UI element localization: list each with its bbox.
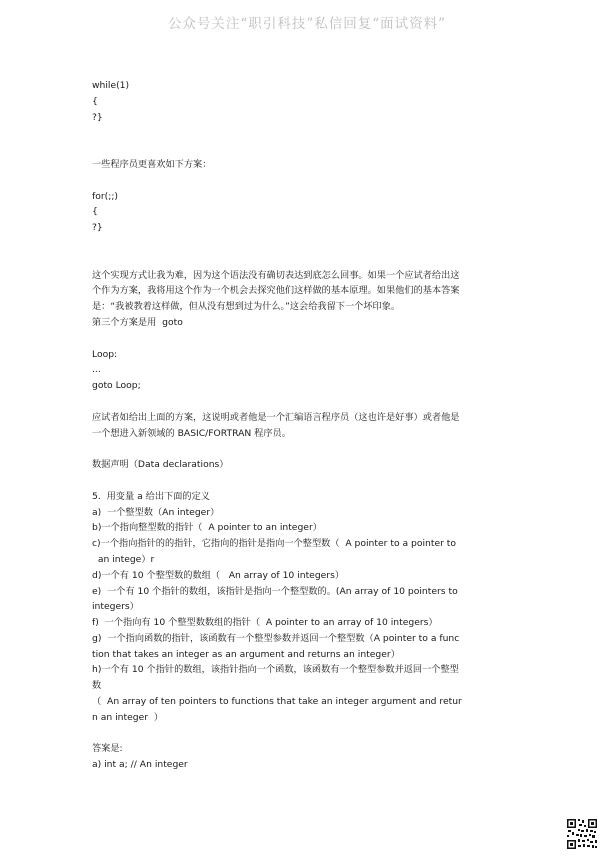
spacer bbox=[92, 173, 524, 189]
answer-line: a) int a; // An integer bbox=[92, 759, 188, 771]
answer-label: 答案是: bbox=[92, 743, 123, 755]
paragraph-line: 个作为方案，我将用这个作为一个机会去探究他们这样做的基本原理。如果他们的基本答案 bbox=[92, 285, 460, 297]
spacer bbox=[92, 236, 524, 268]
paragraph-line: 应试者如给出上面的方案，这说明或者他是一个汇编语言程序员（这也许是好事）或者他是 bbox=[92, 411, 460, 423]
code-line: Loop: bbox=[92, 348, 118, 360]
spacer bbox=[92, 441, 524, 457]
question-item: 数 bbox=[92, 680, 102, 692]
code-line: ... bbox=[92, 364, 101, 376]
question-item: a) 一个整型数（An integer） bbox=[92, 506, 220, 518]
question-item: c)一个指向指针的的指针，它指向的指针是指向一个整型数（ A pointer to a pointer to bbox=[92, 538, 457, 550]
code-line: { bbox=[92, 95, 98, 107]
paragraph-line: 这个实现方式让我为难，因为这个语法没有确切表达到底怎么回事。如果一个应试者给出这 bbox=[92, 269, 460, 281]
paragraph-line: 一个想进入新领域的 BASIC/FORTRAN 程序员。 bbox=[92, 427, 291, 439]
question-item: d)一个有 10 个整型数的数组（ An array of 10 integers） bbox=[92, 569, 345, 581]
section-heading: 数据声明（Data declarations） bbox=[92, 459, 229, 471]
qr-code-icon bbox=[566, 818, 598, 850]
question-item: n an integer ） bbox=[92, 711, 164, 723]
code-line: for(;;) bbox=[92, 190, 118, 202]
code-line: ?} bbox=[92, 222, 103, 234]
code-line: ?} bbox=[92, 111, 103, 123]
question-item: integers） bbox=[92, 601, 139, 613]
question-item: an intege）r bbox=[92, 553, 155, 565]
spacer bbox=[92, 394, 524, 410]
header-watermark: 公众号关注“职引科技”私信回复“面试资料” bbox=[167, 16, 447, 32]
spacer bbox=[92, 331, 524, 347]
paragraph-line: 是：“我被教着这样做，但从没有想到过为什么。”这会给我留下一个坏印象。 bbox=[92, 301, 401, 313]
code-line: while(1) bbox=[92, 80, 130, 91]
question-title: 5. 用变量 a 给出下面的定义 bbox=[92, 490, 210, 502]
spacer bbox=[92, 473, 524, 489]
paragraph-line: 一些程序员更喜欢如下方案： bbox=[92, 158, 212, 170]
question-item: h)一个有 10 个指针的数组，该指针指向一个函数，该函数有一个整型参数并返回一个整型 bbox=[92, 664, 459, 676]
paragraph-line: 第三个方案是用 goto bbox=[92, 316, 183, 328]
question-item: （ An array of ten pointers to functions that take an integer argument and retur bbox=[92, 696, 462, 708]
code-line: goto Loop; bbox=[92, 380, 141, 392]
question-item: e) 一个有 10 个指针的数组，该指针是指向一个整型数的。(An array of 10 pointers to bbox=[92, 585, 458, 597]
question-item: g) 一个指向函数的指针，该函数有一个整型参数并返回一个整型数（A pointer to a func bbox=[92, 632, 460, 644]
spacer bbox=[92, 125, 524, 157]
question-item: tion that takes an integer as an argument and returns an integer） bbox=[92, 648, 400, 660]
question-item: f) 一个指向有 10 个整型数数组的指针（ A pointer to an array of 10 integers） bbox=[92, 617, 438, 629]
code-line: { bbox=[92, 206, 98, 218]
document-body bbox=[92, 78, 524, 773]
question-item: b)一个指向整型数的指针（ A pointer to an integer） bbox=[92, 522, 322, 534]
spacer bbox=[92, 726, 524, 742]
